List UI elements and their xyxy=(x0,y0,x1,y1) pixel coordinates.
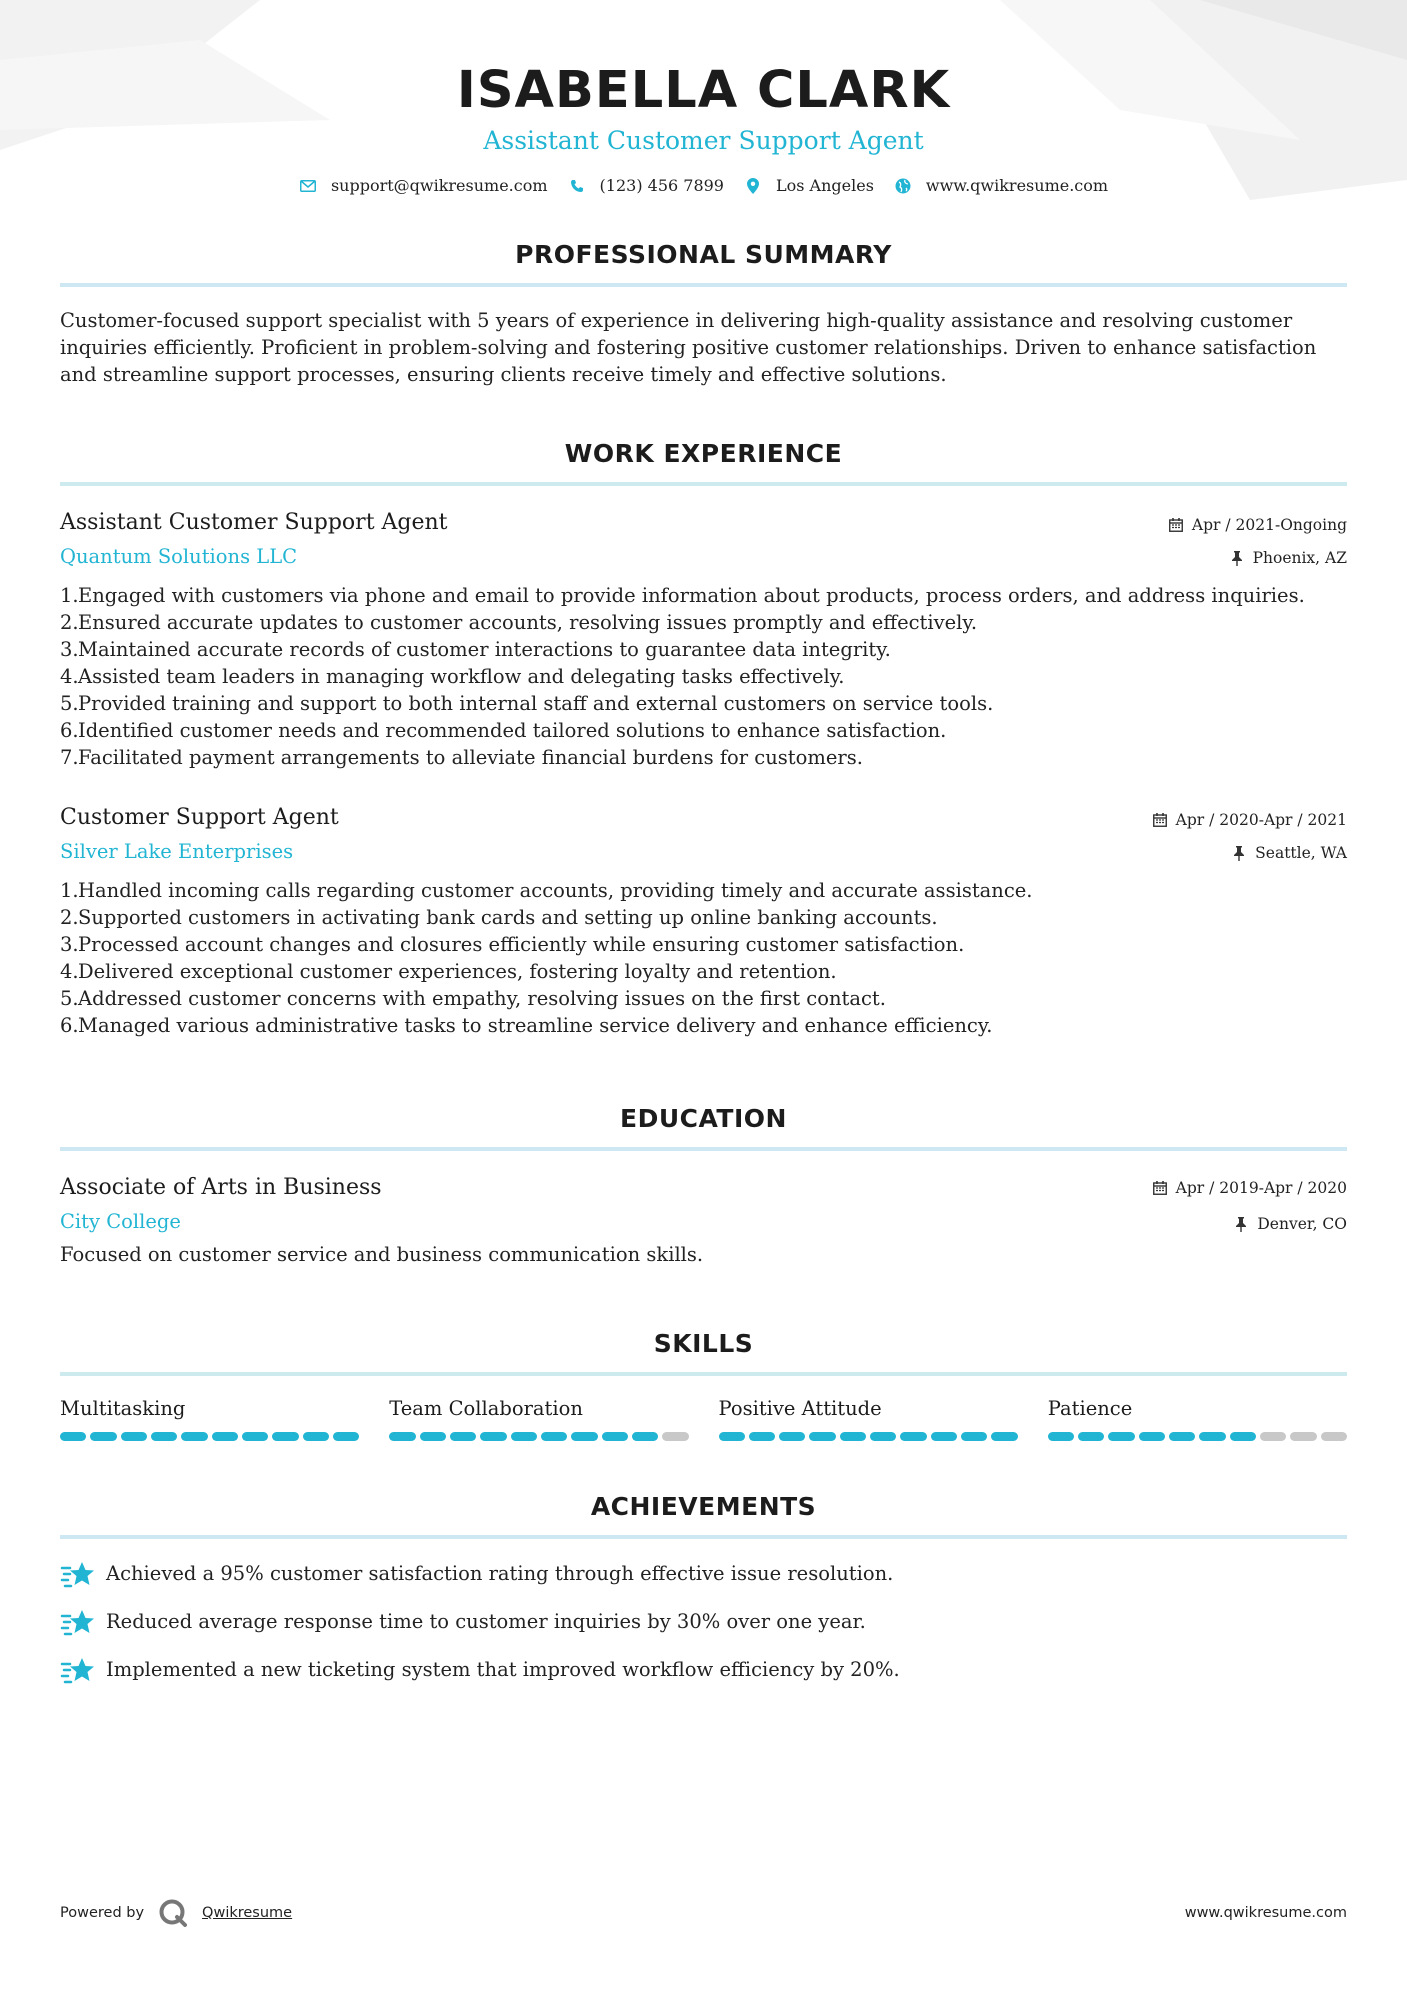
skill-level-segment xyxy=(333,1432,359,1441)
skill-level-segment xyxy=(870,1432,896,1441)
resume-header xyxy=(60,0,1347,195)
summary-section xyxy=(60,239,1347,388)
qwikresume-logo-icon xyxy=(158,1898,188,1928)
list-item: 1. Engaged with customers via phone and email to provide information about products, process orders, and address inquiries. xyxy=(60,584,1305,607)
calendar-icon xyxy=(1152,1180,1168,1196)
skill-level-segment xyxy=(1260,1432,1286,1441)
skill-item xyxy=(1048,1396,1347,1441)
footer-website[interactable]: www.qwikresume.com xyxy=(1184,1905,1347,1921)
skill-level-segment xyxy=(719,1432,745,1441)
skill-level-segment xyxy=(662,1432,688,1441)
contact-location-text: Los Angeles xyxy=(775,176,874,195)
skill-level-segment xyxy=(272,1432,298,1441)
skill-name: Team Collaboration xyxy=(389,1397,583,1420)
contact-location xyxy=(744,176,874,195)
skill-level-segment xyxy=(779,1432,805,1441)
job-location: Phoenix, AZ xyxy=(1252,549,1347,567)
list-item: 4. Assisted team leaders in managing workflow and delegating tasks effectively. xyxy=(60,665,845,688)
contact-email[interactable] xyxy=(299,176,548,195)
skill-level-segment xyxy=(1169,1432,1195,1441)
powered-by-label: Powered by xyxy=(60,1905,145,1921)
education-location: Denver, CO xyxy=(1257,1215,1347,1233)
list-item: 3. Maintained accurate records of customer interactions to guarantee data integrity. xyxy=(60,638,891,661)
list-item: 4. Delivered exceptional customer experiences, fostering loyalty and retention. xyxy=(60,960,837,983)
powered-by xyxy=(60,1898,292,1928)
education-heading: EDUCATION xyxy=(620,1104,787,1133)
skill-level-segment xyxy=(840,1432,866,1441)
calendar-icon xyxy=(1168,517,1184,533)
skill-level-segment xyxy=(931,1432,957,1441)
job-company: Quantum Solutions LLC xyxy=(60,545,298,568)
job-bullets xyxy=(60,582,1347,771)
skill-level-segment xyxy=(1108,1432,1134,1441)
skill-level-segment xyxy=(181,1432,207,1441)
skill-item xyxy=(389,1396,688,1441)
experience-heading: WORK EXPERIENCE xyxy=(564,439,843,468)
skill-name: Positive Attitude xyxy=(718,1397,882,1420)
job-company: Silver Lake Enterprises xyxy=(60,840,294,863)
education-dates: Apr / 2019-Apr / 2020 xyxy=(1175,1179,1347,1197)
calendar-icon xyxy=(1152,812,1168,828)
skill-level-segment xyxy=(602,1432,628,1441)
list-item: Implemented a new ticketing system that improved workflow efficiency by 20%. xyxy=(60,1655,1347,1685)
skill-level-segment xyxy=(541,1432,567,1441)
skill-level-segment xyxy=(1078,1432,1104,1441)
section-divider xyxy=(60,482,1347,486)
skill-level-segment xyxy=(1230,1432,1256,1441)
skill-level-segment xyxy=(900,1432,926,1441)
globe-icon xyxy=(894,177,912,195)
skill-level-segment xyxy=(212,1432,238,1441)
section-divider xyxy=(60,1147,1347,1151)
skill-level-segment xyxy=(60,1432,86,1441)
list-item: 6. Managed various administrative tasks to streamline service delivery and enhance efficiency. xyxy=(60,1014,993,1037)
skill-item xyxy=(719,1396,1018,1441)
contact-website-text: www.qwikresume.com xyxy=(925,176,1109,195)
pin-icon xyxy=(1233,1216,1249,1232)
skill-level-segment xyxy=(1048,1432,1074,1441)
skill-level-segment xyxy=(809,1432,835,1441)
education-entry xyxy=(60,1173,1347,1268)
list-item: 2. Supported customers in activating bank cards and setting up online banking accounts. xyxy=(60,906,938,929)
achievements-section xyxy=(60,1491,1347,1685)
skill-level-segment xyxy=(991,1432,1017,1441)
list-item: 5. Provided training and support to both internal staff and external customers on service tools. xyxy=(60,692,994,715)
skill-level-segment xyxy=(1321,1432,1347,1441)
skill-level-bar xyxy=(1048,1432,1347,1441)
list-item: Reduced average response time to customer inquiries by 30% over one year. xyxy=(60,1607,1347,1637)
skill-item xyxy=(60,1396,359,1441)
job-title: Customer Support Agent xyxy=(60,805,339,830)
achievements-heading: ACHIEVEMENTS xyxy=(590,1492,817,1521)
skill-level-segment xyxy=(632,1432,658,1441)
list-item: 2. Ensured accurate updates to customer accounts, resolving issues promptly and effectively. xyxy=(60,611,978,634)
list-item: Achieved a 95% customer satisfaction rating through effective issue resolution. xyxy=(60,1559,1347,1589)
job-title: Assistant Customer Support Agent xyxy=(60,510,448,535)
job-bullets xyxy=(60,877,1347,1039)
job-entry xyxy=(60,508,1347,771)
skill-level-segment xyxy=(450,1432,476,1441)
education-section xyxy=(60,1103,1347,1268)
experience-section xyxy=(60,438,1347,1039)
skill-name: Patience xyxy=(1047,1397,1133,1420)
skill-level-segment xyxy=(961,1432,987,1441)
phone-icon xyxy=(568,177,586,195)
skill-level-segment xyxy=(90,1432,116,1441)
skills-heading: SKILLS xyxy=(653,1329,754,1358)
education-description: Focused on customer service and business communication skills. xyxy=(60,1243,704,1266)
list-item: 3. Processed account changes and closures efficiently while ensuring customer satisfaction. xyxy=(60,933,965,956)
candidate-name: ISABELLA CLARK xyxy=(456,61,951,120)
email-icon xyxy=(299,177,317,195)
skills-section xyxy=(60,1328,1347,1441)
achievements-list xyxy=(60,1559,1347,1685)
section-divider xyxy=(60,1372,1347,1376)
section-divider xyxy=(60,1535,1347,1539)
summary-text: Customer-focused support specialist with 5 years of experience in delivering high-quality assistance and resolving customer inquiries efficiently. Proficient in problem-solving and fostering positive customer relationships. Driven to enhance satisfaction and streamline support processes, ensuring clients receive timely and effective solutions. xyxy=(60,309,1317,386)
skill-level-segment xyxy=(480,1432,506,1441)
skill-level-segment xyxy=(303,1432,329,1441)
location-icon xyxy=(744,177,762,195)
skill-level-segment xyxy=(1199,1432,1225,1441)
summary-heading: PROFESSIONAL SUMMARY xyxy=(515,240,892,269)
skill-level-segment xyxy=(121,1432,147,1441)
pin-icon xyxy=(1229,550,1245,566)
list-item: 1. Handled incoming calls regarding customer accounts, providing timely and accurate assistance. xyxy=(60,879,1033,902)
job-dates: Apr / 2020-Apr / 2021 xyxy=(1175,811,1347,829)
qwikresume-link[interactable]: Qwikresume xyxy=(202,1905,293,1921)
star-icon xyxy=(60,1655,96,1685)
contact-phone[interactable] xyxy=(568,176,724,195)
skill-level-bar xyxy=(719,1432,1018,1441)
list-item: 6. Identified customer needs and recommended tailored solutions to enhance satisfaction. xyxy=(60,719,947,742)
skill-level-bar xyxy=(60,1432,359,1441)
skill-level-segment xyxy=(571,1432,597,1441)
skill-level-segment xyxy=(242,1432,268,1441)
star-icon xyxy=(60,1607,96,1637)
school-name: City College xyxy=(60,1210,181,1233)
skills-list xyxy=(60,1396,1347,1441)
candidate-headline: Assistant Customer Support Agent xyxy=(483,126,924,155)
skill-level-bar xyxy=(389,1432,688,1441)
contact-email-text: support@qwikresume.com xyxy=(330,176,548,195)
star-icon xyxy=(60,1559,96,1589)
degree-title: Associate of Arts in Business xyxy=(60,1175,382,1200)
job-location: Seattle, WA xyxy=(1255,844,1347,862)
pin-icon xyxy=(1231,845,1247,861)
skill-level-segment xyxy=(511,1432,537,1441)
skill-level-segment xyxy=(151,1432,177,1441)
skill-name: Multitasking xyxy=(60,1397,186,1420)
list-item: 7. Facilitated payment arrangements to alleviate financial burdens for customers. xyxy=(60,746,863,769)
skill-level-segment xyxy=(389,1432,415,1441)
contact-phone-text: (123) 456 7899 xyxy=(599,176,724,195)
contact-website[interactable] xyxy=(894,176,1108,195)
job-entry xyxy=(60,803,1347,1039)
contact-bar xyxy=(60,176,1347,195)
page-footer xyxy=(60,1898,1347,1928)
skill-level-segment xyxy=(1290,1432,1316,1441)
skill-level-segment xyxy=(749,1432,775,1441)
skill-level-segment xyxy=(1139,1432,1165,1441)
list-item: 5. Addressed customer concerns with empathy, resolving issues on the first contact. xyxy=(60,987,886,1010)
job-dates: Apr / 2021-Ongoing xyxy=(1191,516,1347,534)
skill-level-segment xyxy=(420,1432,446,1441)
section-divider xyxy=(60,283,1347,287)
